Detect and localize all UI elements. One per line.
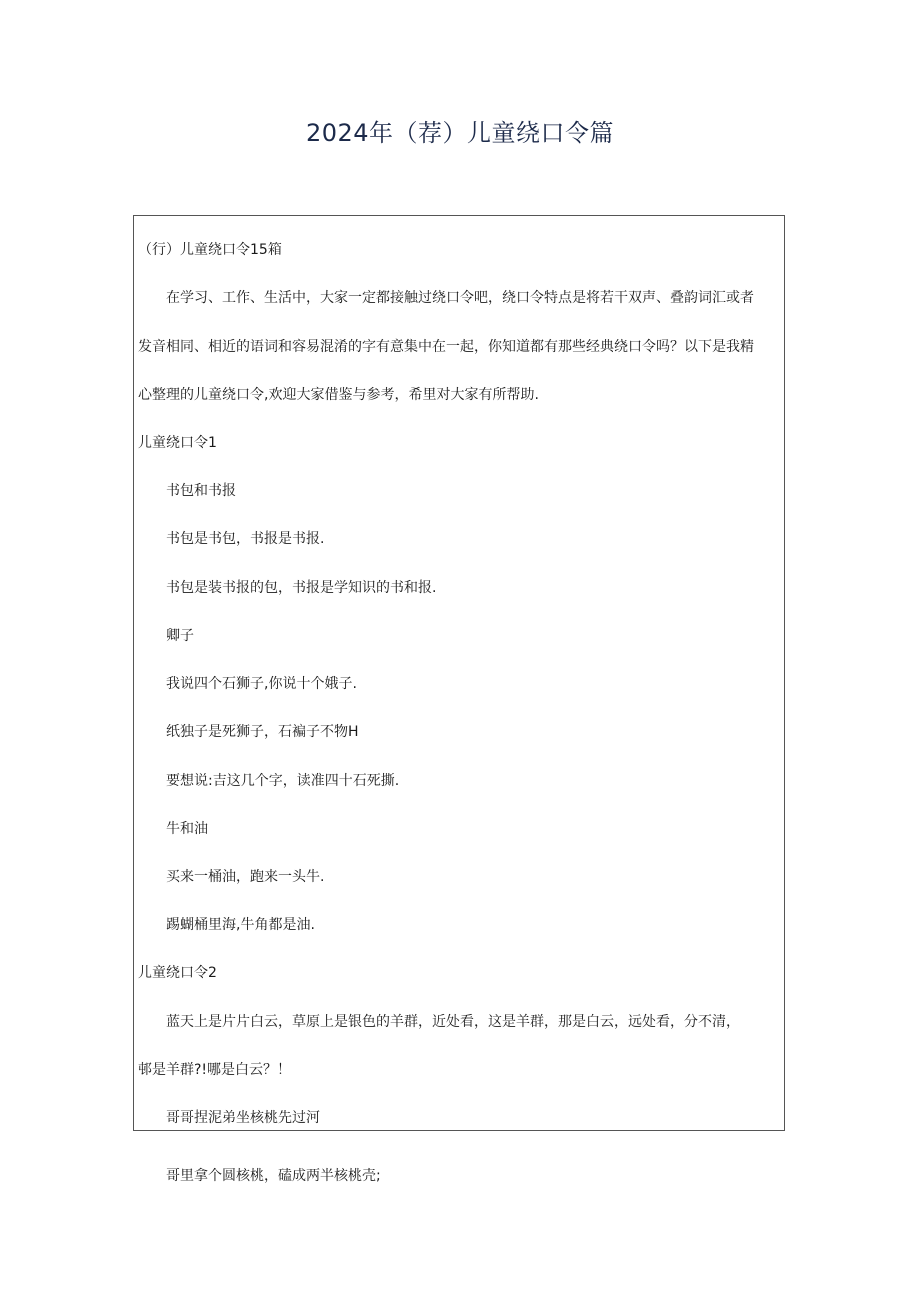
text-line: 买来一桶油，跑来一头牛. — [166, 869, 325, 885]
text-line: 哥里拿个圆核桃，磕成两半核桃壳; — [166, 1168, 381, 1184]
section-heading: 儿童绕口令2 — [138, 965, 217, 981]
text-line: 牛和油 — [166, 821, 208, 837]
text-line: 发音相同、相近的语词和容易混淆的字有意集中在一起，你知道都有那些经典绕口令吗？以下是我精 — [138, 339, 754, 355]
text-line: （行）儿童绕口令15箱 — [138, 242, 282, 258]
text-line: 踢蝴桶里海,牛角都是油. — [166, 917, 315, 933]
text-line: 书包和书报 — [166, 483, 236, 499]
text-line: 我说四个石狮子,你说十个娥子. — [166, 676, 357, 692]
text-line: 蓝天上是片片白云，草原上是银色的羊群，近处看，这是羊群，那是白云，远处看，分不清， — [166, 1014, 740, 1030]
text-line: 书包是装书报的包，书报是学知识的书和报. — [166, 580, 437, 596]
document-title: 2024年（荐）儿童绕口令篇 — [305, 119, 615, 147]
text-line: 心整理的儿童绕口令,欢迎大家借鉴与参考，希里对大家有所帮助. — [138, 387, 539, 403]
text-line: 卿子 — [166, 628, 194, 644]
section-heading: 儿童绕口令1 — [138, 435, 217, 451]
text-line: 在学习、工作、生活中，大家一定都接触过绕口令吧，绕口令特点是将若干双声、叠韵词汇或者 — [166, 290, 754, 306]
text-line: 纸独子是死狮子，石褊子不物H — [166, 724, 359, 740]
text-line: 邨是羊群?!哪是白云？！ — [138, 1062, 292, 1078]
text-line: 要想说:吉这几个字，读准四十石死撕. — [166, 773, 400, 789]
text-line: 哥哥捏泥弟坐核桃先过河 — [166, 1110, 320, 1126]
text-line: 书包是书包，书报是书报. — [166, 531, 325, 547]
